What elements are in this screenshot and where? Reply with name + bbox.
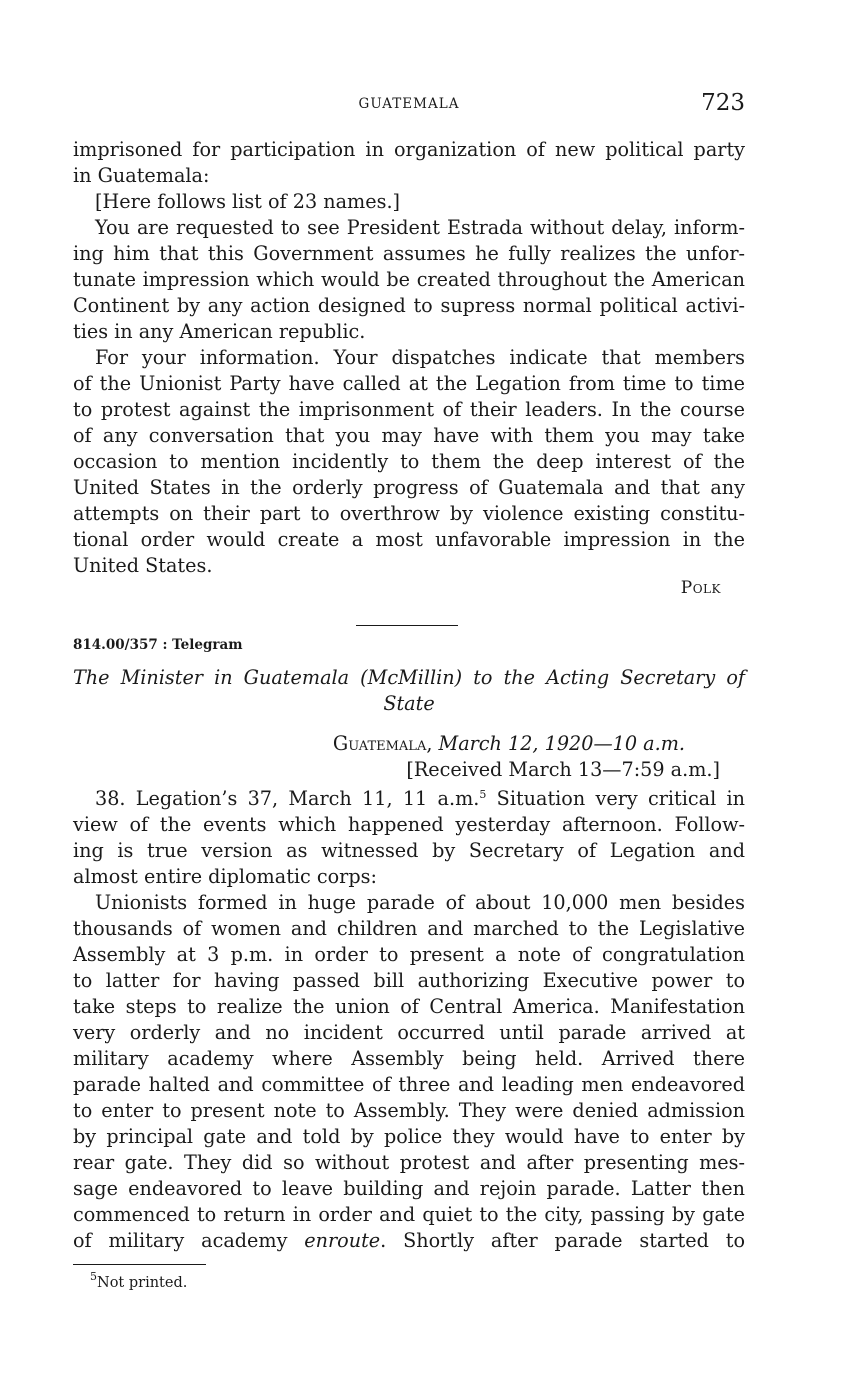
text-line: tunate impression which would be created throughout the American (73, 268, 745, 291)
text-line: almost entire diplomatic corps: (73, 865, 377, 888)
received-note: [Received March 13—7:59 a.m.] (406, 758, 720, 781)
running-head: GUATEMALA (358, 96, 460, 112)
page-header (73, 90, 745, 120)
page-number: 723 (701, 90, 745, 116)
text-line: to latter for having passed bill authorizing Executive power to (73, 969, 745, 992)
text-line: [Here follows list of 23 names.] (95, 190, 401, 213)
text-line: For your information. Your dispatches indicate that members (95, 346, 745, 369)
text-line: Unionists formed in huge parade of about 10,000 men besides (95, 891, 745, 914)
footnote-mark: 5 (90, 1270, 97, 1283)
text-line: attempts on their part to overthrow by violence existing constitu- (73, 502, 745, 525)
text-line: of any conversation that you may have with them you may take (73, 424, 745, 447)
text-line: ing is true version as witnessed by Secretary of Legation and (73, 839, 745, 862)
telegram-text-block (73, 137, 745, 579)
text-line: in Guatemala: (73, 164, 210, 187)
message-lead: 38. Legation’s 37, March 11, 11 a.m. (95, 787, 480, 810)
dateline (73, 731, 685, 757)
footnote (90, 1270, 188, 1291)
text-line: thousands of women and children and marched to the Legislative (73, 917, 745, 940)
text-line: occasion to mention incidently to them the deep interest of the (73, 450, 745, 473)
title-line: State (383, 692, 435, 715)
section-divider (356, 625, 458, 626)
document-title (73, 665, 745, 717)
text-line: parade halted and committee of three and leading men endeavored (73, 1073, 745, 1096)
dateline-place: Guatemala, (332, 732, 433, 755)
text-line: ties in any American republic. (73, 320, 366, 343)
text-line (73, 1228, 745, 1254)
text-segment: . Shortly after parade started to (380, 1229, 745, 1252)
text-line: very orderly and no incident occurred until parade arrived at (73, 1021, 745, 1044)
text-line: by principal gate and told by police they would have to enter by (73, 1125, 745, 1148)
text-line: view of the events which happened yesterday afternoon. Follow- (73, 813, 745, 836)
text-line: ing him that this Government assumes he fully realizes the unfor- (73, 242, 745, 265)
footnote-text: Not printed. (97, 1275, 188, 1291)
text-line: United States in the orderly progress of Guatemala and that any (73, 476, 745, 499)
text-line: Assembly at 3 p.m. in order to present a note of congratulation (73, 943, 745, 966)
footnote-reference: 5 (479, 788, 487, 801)
signature: Polk (680, 578, 721, 598)
message-text-block (73, 786, 745, 1254)
text-line: Continent by any action designed to supress normal political activi- (73, 294, 745, 317)
footnote-divider (73, 1264, 206, 1265)
text-line: tional order would create a most unfavorable impression in the (73, 528, 745, 551)
italic-term: enroute (304, 1229, 381, 1252)
text-segment: of military academy (73, 1229, 305, 1252)
text-line: take steps to realize the union of Central America. Manifestation (73, 995, 745, 1018)
text-line: rear gate. They did so without protest and after presenting mes- (73, 1151, 745, 1174)
text-line (73, 786, 745, 812)
text-line: sage endeavored to leave building and rejoin parade. Latter then (73, 1177, 745, 1200)
text-line: United States. (73, 554, 213, 577)
text-line: to enter to present note to Assembly. They were denied admission (73, 1099, 745, 1122)
text-line: imprisoned for participation in organization of new political party (73, 138, 745, 161)
file-reference: 814.00/357 : Telegram (73, 637, 243, 653)
message-lead-rest: Situation very critical in (486, 787, 745, 810)
text-line: You are requested to see President Estrada without delay, inform- (95, 216, 745, 239)
text-line: military academy where Assembly being held. Arrived there (73, 1047, 745, 1070)
text-line: to protest against the imprisonment of their leaders. In the course (73, 398, 745, 421)
text-line: commenced to return in order and quiet to the city, passing by gate (73, 1203, 745, 1226)
dateline-date: March 12, 1920—10 a.m. (438, 732, 685, 755)
title-line: The Minister in Guatemala (McMillin) to the Acting Secretary of (73, 666, 745, 689)
text-line: of the Unionist Party have called at the Legation from time to time (73, 372, 745, 395)
